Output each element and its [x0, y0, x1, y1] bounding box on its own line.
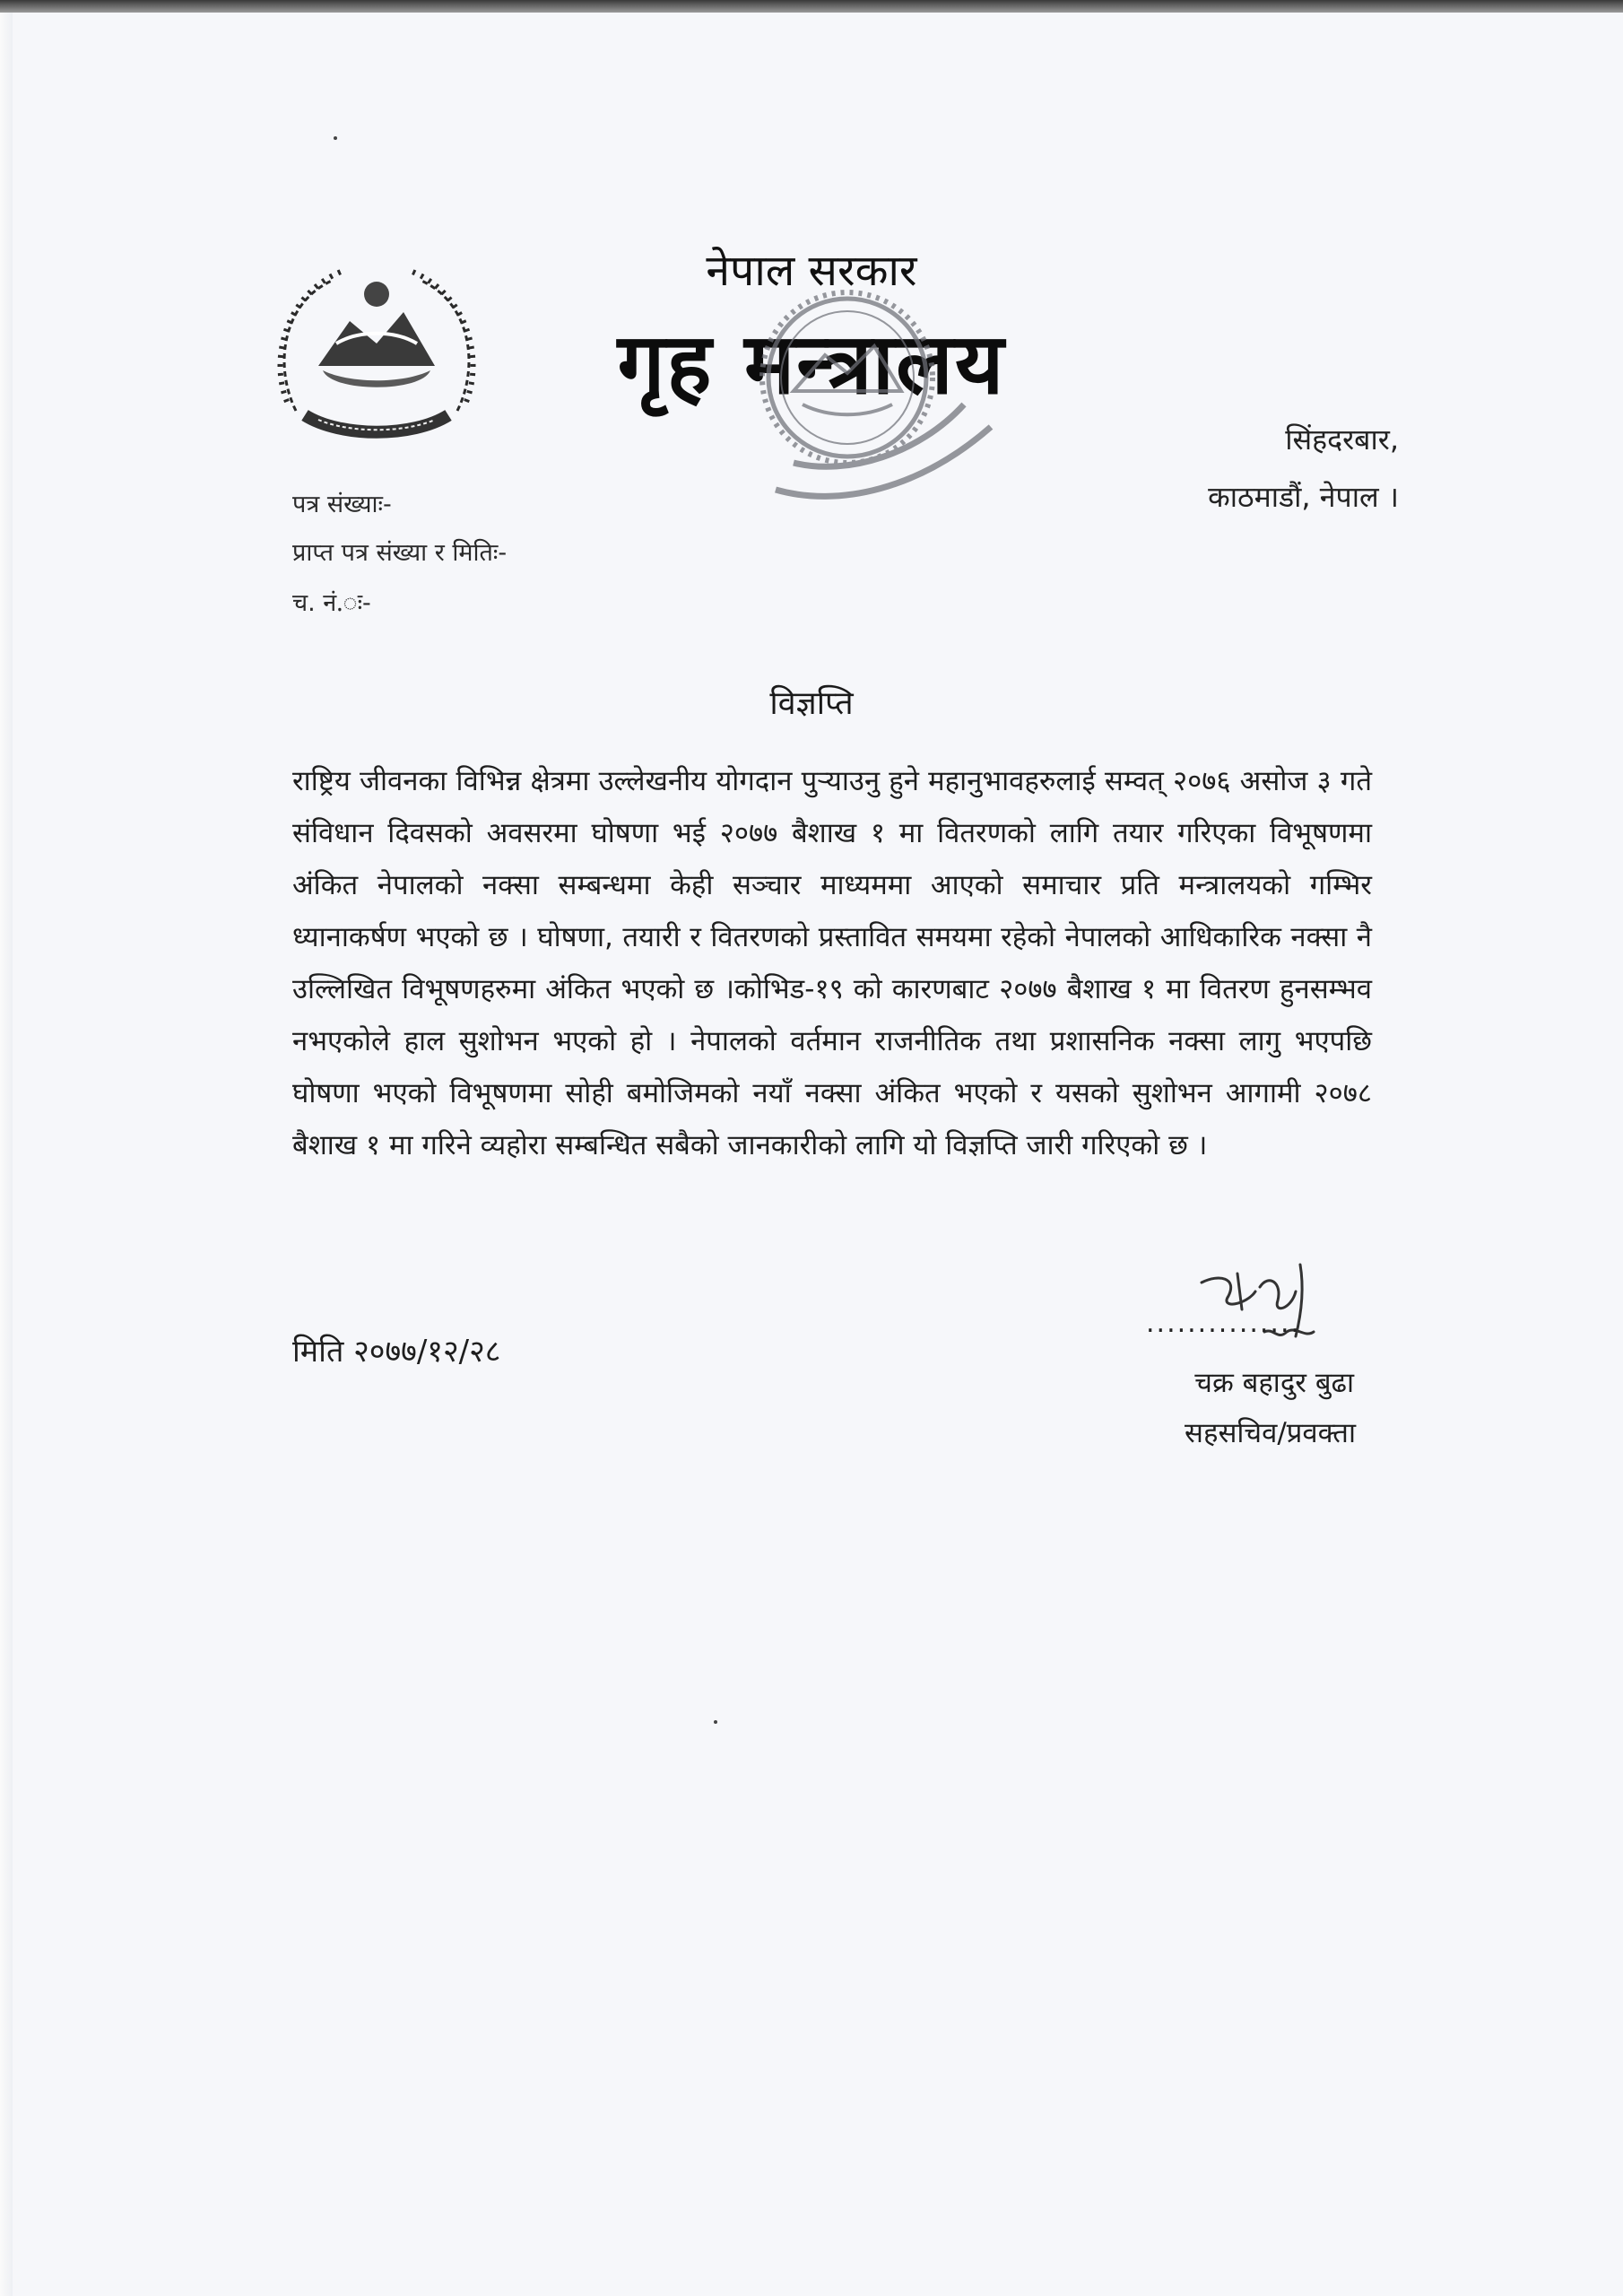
ministry-seal-stamp [740, 283, 1009, 526]
notice-title: विज्ञप्ति [769, 685, 854, 722]
scan-top-edge [0, 0, 1623, 13]
handwritten-signature [1193, 1256, 1372, 1354]
signatory-title: सहसचिव/प्रवक्ता [1185, 1417, 1356, 1449]
address-line-1: सिंहदरबार, [1285, 422, 1399, 457]
header-government-name: नेपाल सरकार [706, 246, 917, 296]
notice-body: राष्ट्रिय जीवनका विभिन्न क्षेत्रमा उल्लेखनीय योगदान पुर्‍याउनु हुने महानुभावहरुलाई सम्वत् २०७६ असोज ३ गते संविधान दिवसको अवसरमा घोषणा भई २०७७ बैशाख १ मा वितरणको लागि तयार गरिएका विभूषणमा अंकित नेपालको नक्सा सम्बन्धमा केही सञ्चार माध्यममा आएको समाचार प्रति मन्त्रालयको गम्भिर ध्यानाकर्षण भएको छ । घोषणा, तयारी र वितरणको प्रस्तावित समयमा रहेको नेपालको आधिकारिक नक्सा नै उल्लिखित विभूषणहरुमा अंकित भएको छ ।कोभिड-१९ को कारणबाट २०७७ बैशाख १ मा वितरण हुनसम्भव नभएकोले हाल सुशोभन भएको हो । नेपालको वर्तमान राजनीतिक तथा प्रशासनिक नक्सा लागु भएपछि घोषणा भएको विभूषणमा सोही बमोजिमको नयाँ नक्सा अंकित भएको र यसको सुशोभन आगामी २०७८ बैशाख १ मा गरिने व्यहोरा सम्बन्धित सबैको जानकारीको लागि यो विज्ञप्ति जारी गरिएको छ । [292, 765, 1372, 1161]
letter-number-label: पत्र संख्याः- [292, 491, 392, 518]
scan-speck [714, 1720, 717, 1724]
scan-speck [334, 136, 337, 140]
signature-dotted-line: ............... [1146, 1308, 1302, 1339]
received-letter-label: प्राप्त पत्र संख्या र मितिः- [292, 539, 508, 567]
signatory-name: चक्र बहादुर बुढा [1194, 1367, 1354, 1399]
header-ministry-name: गृह मन्त्रालय [617, 316, 1006, 413]
address-line-2: काठमाडौं, नेपाल । [1208, 480, 1399, 514]
dispatch-number-label: च. नं.ः- [292, 589, 371, 617]
notice-date: मिति २०७७/१२/२८ [292, 1334, 501, 1370]
